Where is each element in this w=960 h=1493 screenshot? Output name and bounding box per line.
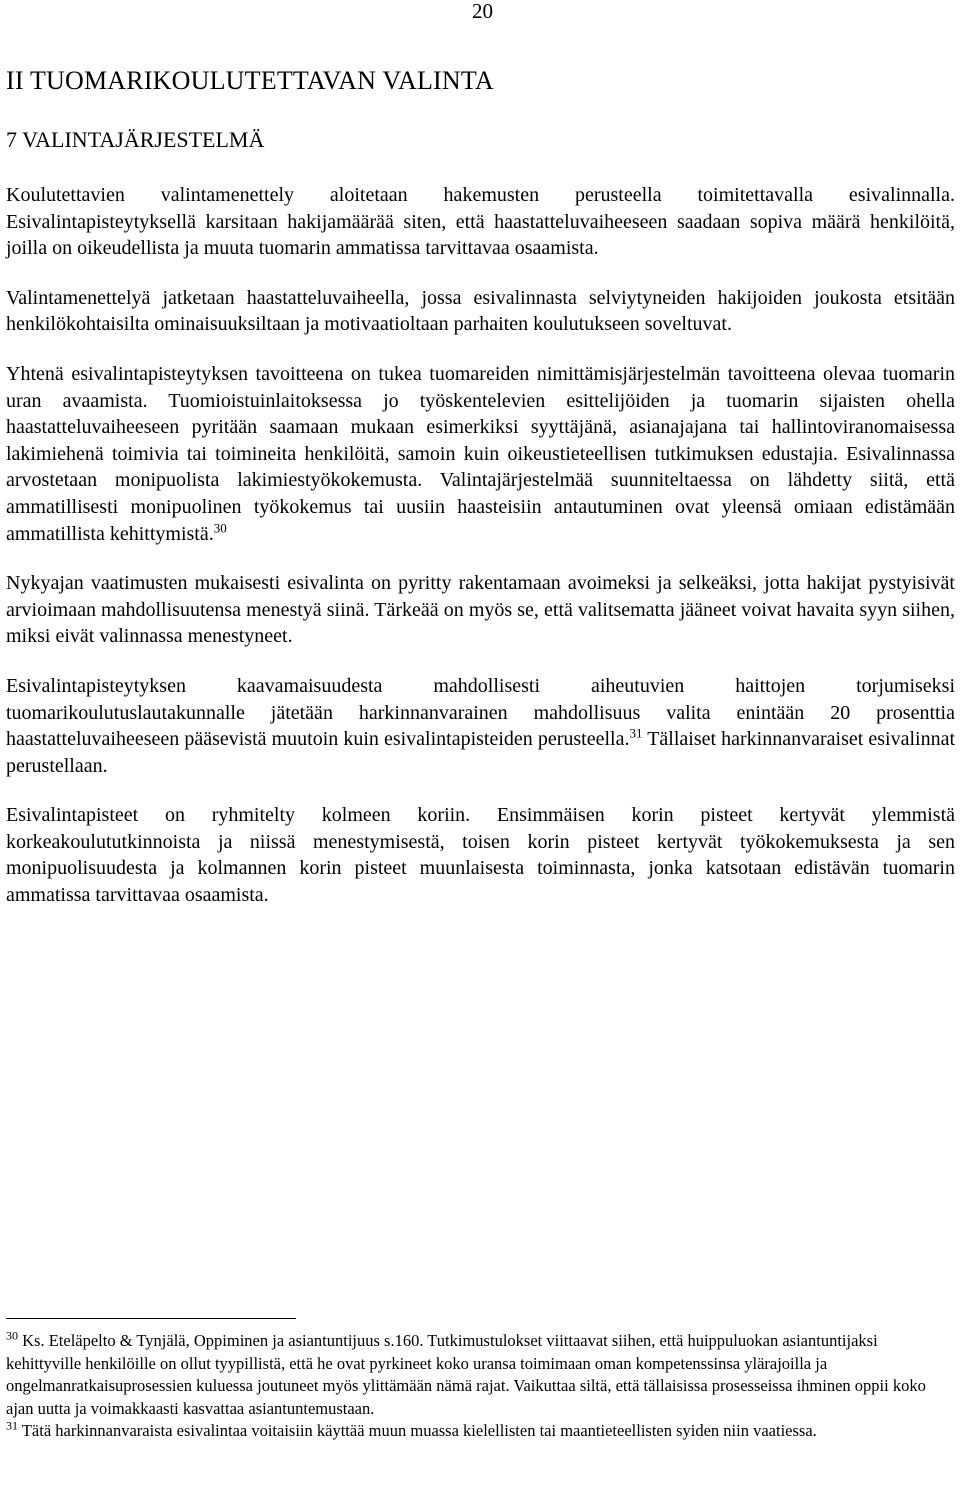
part-heading: II TUOMARIKOULUTETTAVAN VALINTA	[6, 66, 494, 95]
footnote-reference: 30	[213, 519, 227, 535]
paragraph	[6, 673, 955, 779]
page-number: 20	[472, 0, 493, 23]
paragraph	[6, 570, 955, 650]
paragraph	[6, 182, 955, 262]
footnote	[6, 1330, 955, 1420]
paragraph	[6, 285, 955, 338]
paragraph-text: Valintamenettelyä jatketaan haastatteluvaiheella, jossa esivalinnasta selviytyneiden hakijoiden joukosta etsitään henkilökohtaisilta ominaisuuksiltaan ja motivaatioltaan parhaiten koulutukseen soveltuvat.	[6, 286, 955, 336]
paragraph-text: Esivalintapisteet on ryhmitelty kolmeen koriin. Ensimmäisen korin pisteet kertyvät ylemmistä korkeakoulututkinnoista ja niissä menestymisestä, toisen korin pisteet kertyvät työkokemuksesta ja sen monipuolisuudesta ja kolmannen korin pisteet muunlaisesta toiminnasta, jonka katsotaan edistävän tuomarin ammatissa tarvittavaa osaamista.	[6, 804, 955, 907]
footnote-text: Ks. Eteläpelto & Tynjälä, Oppiminen ja asiantuntijuus s.160. Tutkimustulokset viittaavat siihen, että huippuluokan asiantuntijaksi kehittyville henkilöille on ollut tyypillistä, että he ovat pyrkineet koko uransa toimimaan oman kompetenssinsa ylärajoilla ja ongelmanratkaisuprosessien kuluessa joutuneet myös ylittämään nämä rajat. Vaikuttaa siltä, että tällaisissa prosesseissa ihminen oppii koko ajan uutta ja voimakkaasti kasvattaa asiantuntemustaan.	[6, 1331, 926, 1418]
chapter-heading: 7 VALINTAJÄRJESTELMÄ	[6, 127, 265, 152]
footnote-number: 30	[6, 1328, 18, 1343]
paragraph	[6, 802, 955, 908]
paragraph-text: Nykyajan vaatimusten mukaisesti esivalinta on pyritty rakentamaan avoimeksi ja selkeäksi, jotta hakijat pystyisivät arvioimaan mahdollisuutensa menestyä siinä. Tärkeää on myös se, että valitsematta jääneet voivat havaita syyn siihen, miksi eivät valinnassa menestyneet.	[6, 572, 955, 648]
footnote-separator	[6, 1318, 296, 1319]
footnotes	[6, 1330, 955, 1443]
footnote-reference: 31	[629, 725, 643, 741]
footnote-text: Tätä harkinnanvaraista esivalintaa voitaisiin käyttää muun muassa kielellisten tai maantieteellisten syiden niin vaatiessa.	[18, 1421, 817, 1441]
paragraph-text: Esivalintapisteytyksen kaavamaisuudesta mahdollisesti aiheutuvien haittojen torjumiseksi tuomarikoulutuslautakunnalle jätetään harkinnanvarainen mahdollisuus valita enintään 20 prosenttia haastatteluvaiheeseen pääsevistä muutoin kuin esivalintapisteiden perusteella.	[6, 674, 955, 751]
paragraph-text-continued: Tällaiset harkinnanvaraiset esivalinnat perustellaan.	[6, 728, 956, 777]
paragraph	[6, 361, 955, 547]
body-text	[6, 182, 955, 909]
footnote-number: 31	[6, 1418, 18, 1433]
footnote	[6, 1420, 955, 1443]
paragraph-text: Yhtenä esivalintapisteytyksen tavoitteena on tukea tuomareiden nimittämisjärjestelmän tavoitteena olevaa tuomarin uran avaamista. Tuomioistuinlaitoksessa jo työskentelevien esittelijöiden ja tuomarin sijaisten ohella haastatteluvaiheeseen pyritään saamaan mukaan esimerkiksi syyttäjänä, asianajajana tai hallintoviranomaisessa lakimiehenä toimivia tai toimineita henkilöitä, samoin kuin oikeustieteellisen tutkimuksen edustajia. Esivalinnassa arvostetaan monipuolista lakimiestyökokemusta. Valintajärjestelmää suunniteltaessa on lähdetty siitä, että ammatillisesti monipuolinen työkokemus tai uusiin haasteisiin antautuminen ovat yleensä omiaan edistämään ammatillista kehittymistä.	[6, 362, 955, 545]
paragraph-text: Koulutettavien valintamenettely aloitetaan hakemusten perusteella toimitettavalla esivalinnalla. Esivalintapisteytyksellä karsitaan hakijamäärää siten, että haastatteluvaiheeseen saadaan sopiva määrä henkilöitä, joilla on oikeudellista ja muuta tuomarin ammatissa tarvittavaa osaamista.	[6, 184, 955, 260]
